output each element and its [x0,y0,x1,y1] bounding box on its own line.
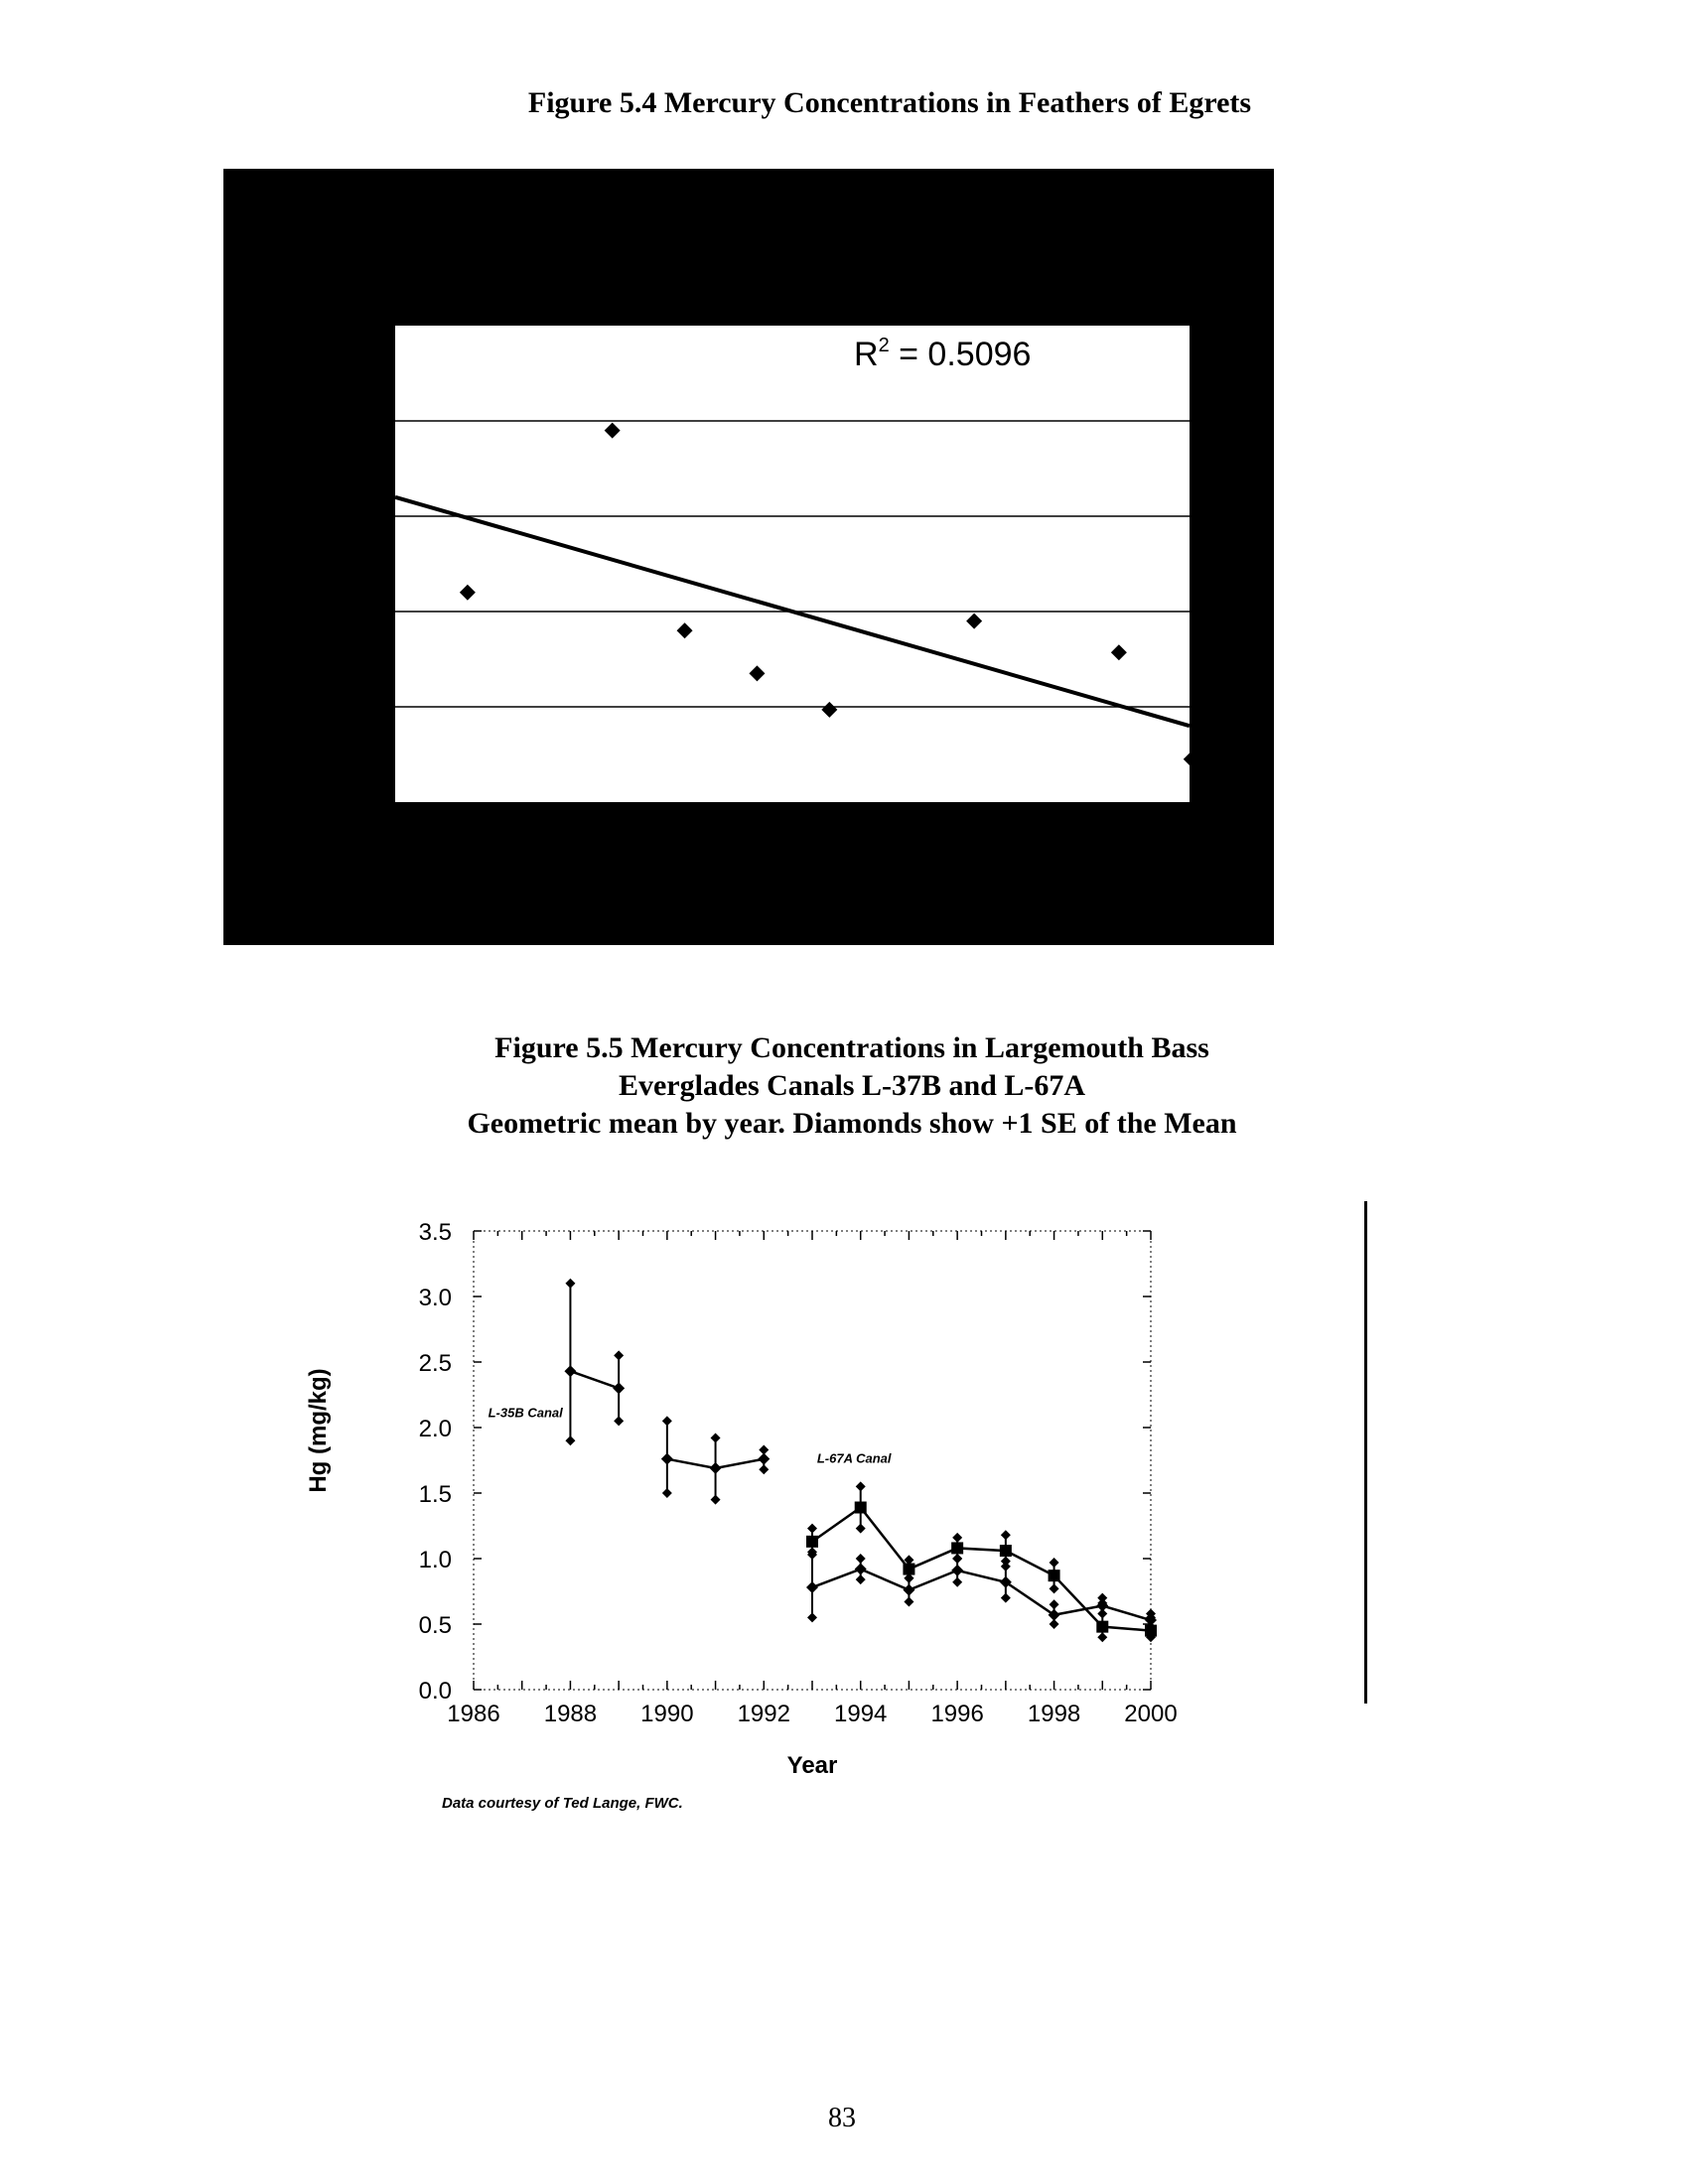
series-line [570,1371,619,1388]
error-upper [662,1416,672,1426]
mean-marker [1000,1545,1012,1557]
error-lower [904,1597,913,1607]
x-tick-label: 1988 [543,1701,598,1727]
y-tick-label: 0.0 [418,1678,452,1705]
figure-5-5-title [10,1029,1684,1143]
y-tick-label: 3.0 [418,1285,452,1311]
y-tick-label: 1.0 [418,1547,452,1573]
error-upper [1050,1599,1059,1609]
x-tick-label: 1986 [447,1701,500,1727]
mean-marker [855,1502,867,1514]
error-upper [1050,1558,1059,1568]
mean-marker [951,1565,963,1576]
mean-marker [855,1564,867,1575]
y-tick-label: 2.0 [418,1416,452,1442]
error-lower [1001,1593,1011,1603]
x-tick-label: 1996 [930,1701,984,1727]
page-number: 83 [828,2103,856,2133]
error-lower [952,1554,962,1564]
error-upper [1001,1530,1011,1540]
error-lower [952,1577,962,1587]
error-lower [1050,1583,1059,1593]
axes [419,1219,1178,1727]
y-tick-label: 2.5 [418,1350,452,1377]
error-upper [952,1533,962,1543]
mean-marker [1145,1625,1157,1637]
data-credit: Data courtesy of Ted Lange, FWC. [442,1795,683,1812]
x-tick-label: 1992 [737,1701,790,1727]
mean-marker [661,1453,673,1465]
error-upper [565,1279,575,1289]
error-upper [856,1554,866,1564]
error-upper [711,1433,721,1443]
figure-5-5-title-line-2: Everglades Canals L-37B and L-67A [618,1069,1086,1102]
error-lower [1001,1562,1011,1571]
figure-5-5-title-line-1: Figure 5.5 Mercury Concentrations in Largemouth Bass [494,1031,1209,1064]
error-lower [1097,1632,1107,1642]
error-lower [807,1612,817,1622]
error-lower [662,1488,672,1498]
error-upper [614,1350,624,1360]
error-lower [711,1495,721,1505]
x-tick-label: 2000 [1124,1701,1178,1727]
y-axis-label: Hg (mg/kg) [305,1368,332,1493]
mean-marker [564,1365,576,1377]
error-lower [856,1524,866,1534]
mean-marker [710,1462,722,1474]
vertical-rule [1364,1201,1367,1704]
mean-marker [951,1542,963,1554]
x-tick-label: 1994 [834,1701,888,1727]
error-lower [856,1574,866,1584]
series-1 [806,1481,1157,1642]
y-tick-label: 0.5 [418,1612,452,1639]
error-upper [856,1481,866,1491]
largemouth-bass-chart [298,1191,1211,1787]
mean-marker [1049,1570,1060,1581]
mean-marker [903,1584,914,1596]
r-squared-annotation: $R^2 = 0.5096$ [854,335,1032,373]
plot-area [395,326,1190,802]
error-lower [614,1416,624,1426]
y-tick-label: 3.5 [418,1219,452,1246]
egret-feather-chart [223,169,1274,945]
mean-marker [758,1453,770,1465]
x-axis-label: Year [786,1752,838,1779]
mean-marker [1096,1621,1108,1633]
error-lower [759,1464,769,1474]
x-tick-label: 1990 [640,1701,694,1727]
mean-marker [613,1382,625,1394]
figure-5-5-title-line-3: Geometric mean by year. Diamonds show +1 SE of the Mean [467,1107,1237,1140]
mean-marker [806,1581,818,1593]
mean-marker [806,1536,818,1548]
series-label-l35b: L-35B Canal [488,1405,563,1421]
series-label-l67a: L-67A Canal [816,1450,892,1466]
mean-marker [903,1564,914,1575]
y-tick-label: 1.5 [418,1481,452,1508]
error-lower [565,1435,575,1445]
figure-5-4-title: Figure 5.4 Mercury Concentrations in Feathers of Egrets [527,86,1252,119]
error-upper [807,1524,817,1534]
x-tick-label: 1998 [1027,1701,1081,1727]
